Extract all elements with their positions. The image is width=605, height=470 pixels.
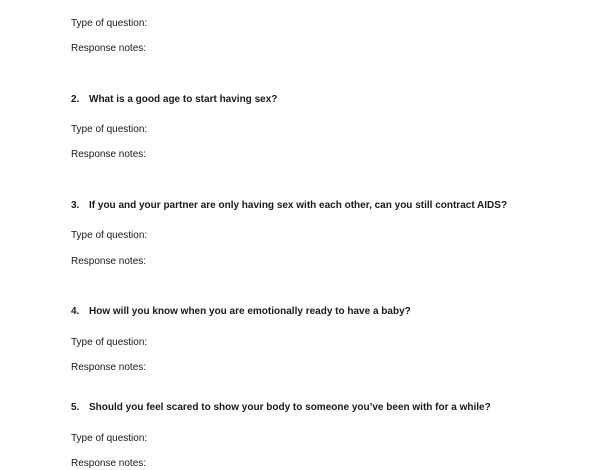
question-number: 5. [71,402,80,413]
response-notes-label: Response notes: [71,43,147,54]
type-of-question-label: Type of question: [71,230,148,241]
response-notes-label: Response notes: [71,458,147,469]
question-text: How will you know when you are emotionally ready to have a baby? [89,306,411,317]
type-of-question-label: Type of question: [71,433,148,444]
question-text: Should you feel scared to show your body to someone you’ve been with for a while? [89,402,491,413]
question-heading [71,94,277,106]
type-of-question-label: Type of question: [71,18,148,29]
response-notes-label: Response notes: [71,256,147,267]
response-notes-label: Response notes: [71,149,147,160]
type-of-question-label: Type of question: [71,337,148,348]
response-notes-label: Response notes: [71,362,147,373]
question-heading [71,200,507,212]
question-number: 3. [71,200,80,211]
question-number: 4. [71,306,80,317]
question-heading [71,306,411,318]
question-heading [71,402,491,414]
type-of-question-label: Type of question: [71,124,148,135]
question-text: If you and your partner are only having sex with each other, can you still contract AIDS? [89,200,508,211]
question-number: 2. [71,94,80,105]
question-text: What is a good age to start having sex? [89,94,278,105]
